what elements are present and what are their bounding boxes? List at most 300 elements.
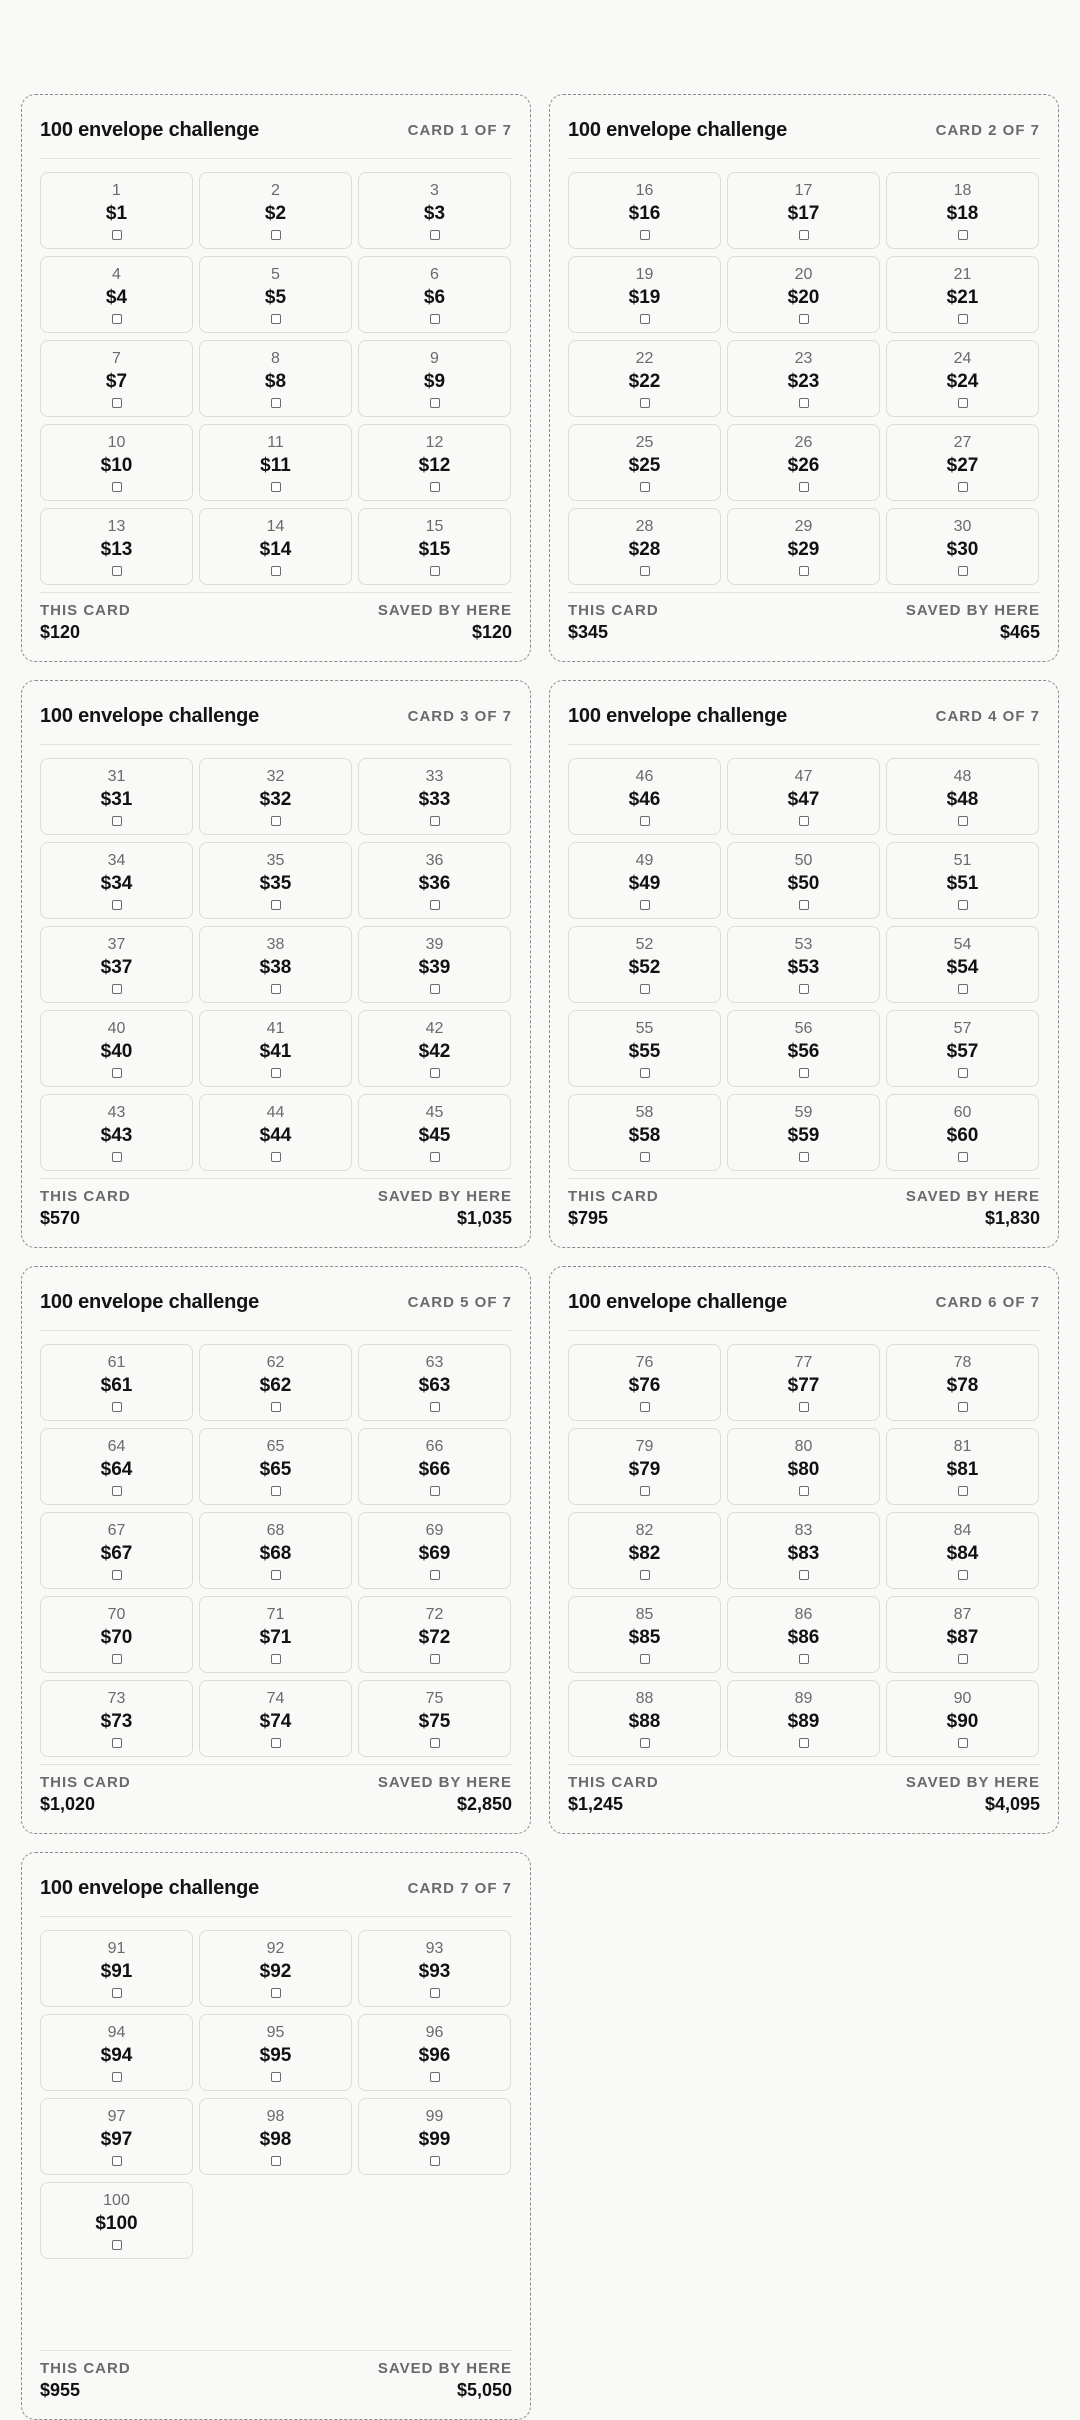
envelope-checkbox[interactable]	[430, 1486, 440, 1496]
envelope-checkbox[interactable]	[112, 2156, 122, 2166]
envelope-amount: $21	[946, 287, 979, 308]
envelope-tile[interactable]	[358, 1010, 511, 1087]
envelope-checkbox[interactable]	[640, 566, 650, 576]
envelope-number: 34	[107, 852, 126, 869]
envelope-tile[interactable]	[727, 508, 880, 585]
envelope-number: 86	[794, 1606, 813, 1623]
envelope-tile[interactable]	[40, 172, 193, 249]
envelope-tile[interactable]	[358, 2014, 511, 2091]
envelope-tile[interactable]	[568, 424, 721, 501]
envelope-tile[interactable]	[886, 508, 1039, 585]
saved-by-here-total	[378, 601, 512, 643]
envelope-tile[interactable]	[727, 424, 880, 501]
envelope-checkbox[interactable]	[640, 1486, 650, 1496]
envelope-number: 14	[266, 518, 285, 535]
envelope-number: 97	[107, 2108, 126, 2125]
envelope-tile[interactable]	[358, 1930, 511, 2007]
envelope-checkbox[interactable]	[271, 1654, 281, 1664]
envelope-tile[interactable]	[199, 2014, 352, 2091]
envelope-amount: $27	[946, 455, 979, 476]
envelope-amount: $2	[264, 203, 287, 224]
envelope-tile[interactable]	[568, 256, 721, 333]
envelope-checkbox[interactable]	[271, 900, 281, 910]
envelope-tile[interactable]	[40, 1344, 193, 1421]
envelope-checkbox[interactable]	[271, 1068, 281, 1078]
envelope-amount: $37	[100, 957, 133, 978]
envelope-checkbox[interactable]	[271, 1402, 281, 1412]
envelope-checkbox[interactable]	[799, 816, 809, 826]
envelope-number: 36	[425, 852, 444, 869]
envelope-checkbox[interactable]	[640, 1402, 650, 1412]
envelope-tile[interactable]	[568, 508, 721, 585]
envelope-checkbox[interactable]	[958, 1402, 968, 1412]
envelope-amount: $83	[787, 1543, 820, 1564]
envelope-tile[interactable]	[40, 1094, 193, 1171]
envelope-checkbox[interactable]	[271, 566, 281, 576]
envelope-tile[interactable]	[886, 758, 1039, 835]
envelope-checkbox[interactable]	[640, 1654, 650, 1664]
envelope-checkbox[interactable]	[430, 1152, 440, 1162]
envelope-checkbox[interactable]	[112, 1402, 122, 1412]
envelope-amount: $93	[418, 1961, 451, 1982]
envelope-tile[interactable]	[358, 1596, 511, 1673]
envelope-tile[interactable]	[358, 1680, 511, 1757]
card-index-label: CARD 5 OF 7	[407, 1293, 512, 1311]
envelope-tile[interactable]	[199, 1344, 352, 1421]
envelope-checkbox[interactable]	[799, 1654, 809, 1664]
envelope-amount: $10	[100, 455, 133, 476]
envelope-checkbox[interactable]	[640, 398, 650, 408]
envelope-number: 39	[425, 936, 444, 953]
saved-by-here-label: SAVED BY HERE	[377, 602, 512, 619]
envelope-tile[interactable]	[727, 1344, 880, 1421]
envelope-amount: $18	[946, 203, 979, 224]
envelope-tile[interactable]	[40, 2098, 193, 2175]
envelope-tile[interactable]	[199, 424, 352, 501]
envelope-amount: $66	[418, 1459, 451, 1480]
envelope-number: 18	[953, 182, 972, 199]
envelope-amount: $79	[628, 1459, 661, 1480]
envelope-amount: $36	[418, 873, 451, 894]
envelope-tile[interactable]	[727, 842, 880, 919]
envelope-checkbox[interactable]	[271, 984, 281, 994]
envelope-checkbox[interactable]	[112, 2240, 122, 2250]
envelope-card	[21, 680, 531, 1248]
envelope-tile[interactable]	[40, 1010, 193, 1087]
envelope-checkbox[interactable]	[640, 1738, 650, 1748]
envelope-tile[interactable]	[358, 1344, 511, 1421]
envelope-tile[interactable]	[727, 1596, 880, 1673]
envelope-checkbox[interactable]	[430, 566, 440, 576]
envelope-grid	[568, 1344, 1040, 1755]
envelope-tile[interactable]	[358, 256, 511, 333]
envelope-tile[interactable]	[199, 1596, 352, 1673]
envelope-checkbox[interactable]	[958, 1152, 968, 1162]
envelope-checkbox[interactable]	[430, 398, 440, 408]
envelope-tile[interactable]	[886, 424, 1039, 501]
envelope-tile[interactable]	[886, 1010, 1039, 1087]
envelope-amount: $31	[100, 789, 133, 810]
envelope-tile[interactable]	[568, 172, 721, 249]
envelope-checkbox[interactable]	[430, 816, 440, 826]
envelope-tile[interactable]	[358, 172, 511, 249]
envelope-tile[interactable]	[568, 1512, 721, 1589]
envelope-tile[interactable]	[40, 758, 193, 835]
envelope-checkbox[interactable]	[271, 2156, 281, 2166]
envelope-number: 35	[266, 852, 285, 869]
saved-by-here-value: $465	[999, 622, 1040, 642]
envelope-number: 91	[107, 1940, 126, 1957]
envelope-checkbox[interactable]	[958, 1486, 968, 1496]
this-card-total	[568, 1187, 659, 1229]
envelope-checkbox[interactable]	[640, 482, 650, 492]
envelope-tile[interactable]	[727, 1428, 880, 1505]
envelope-checkbox[interactable]	[958, 314, 968, 324]
envelope-tile[interactable]	[40, 1512, 193, 1589]
envelope-checkbox[interactable]	[112, 314, 122, 324]
envelope-tile[interactable]	[358, 1512, 511, 1589]
this-card-label: THIS CARD	[40, 2360, 131, 2377]
envelope-number: 16	[635, 182, 654, 199]
card-footer	[40, 592, 512, 643]
envelope-tile[interactable]	[40, 2014, 193, 2091]
card-footer	[40, 1764, 512, 1815]
envelope-checkbox[interactable]	[430, 2156, 440, 2166]
envelope-tile[interactable]	[199, 842, 352, 919]
envelope-tile[interactable]	[199, 1512, 352, 1589]
envelope-tile[interactable]	[568, 758, 721, 835]
envelope-number: 31	[107, 768, 126, 785]
envelope-amount: $80	[787, 1459, 820, 1480]
envelope-amount: $41	[259, 1041, 292, 1062]
envelope-checkbox[interactable]	[430, 984, 440, 994]
envelope-checkbox[interactable]	[799, 984, 809, 994]
envelope-tile[interactable]	[358, 1428, 511, 1505]
envelope-checkbox[interactable]	[430, 482, 440, 492]
envelope-checkbox[interactable]	[112, 1654, 122, 1664]
envelope-checkbox[interactable]	[271, 1152, 281, 1162]
envelope-tile[interactable]	[727, 340, 880, 417]
envelope-tile[interactable]	[886, 1680, 1039, 1757]
envelope-checkbox[interactable]	[640, 900, 650, 910]
envelope-checkbox[interactable]	[271, 2072, 281, 2082]
envelope-tile[interactable]	[40, 424, 193, 501]
envelope-tile[interactable]	[727, 172, 880, 249]
envelope-checkbox[interactable]	[799, 1068, 809, 1078]
envelope-tile[interactable]	[199, 1428, 352, 1505]
envelope-checkbox[interactable]	[112, 230, 122, 240]
envelope-checkbox[interactable]	[640, 1570, 650, 1580]
envelope-tile[interactable]	[727, 926, 880, 1003]
envelope-checkbox[interactable]	[799, 1402, 809, 1412]
envelope-checkbox[interactable]	[112, 1738, 122, 1748]
envelope-checkbox[interactable]	[958, 900, 968, 910]
envelope-tile[interactable]	[358, 758, 511, 835]
envelope-tile[interactable]	[199, 340, 352, 417]
envelope-number: 83	[794, 1522, 813, 1539]
envelope-checkbox[interactable]	[799, 900, 809, 910]
envelope-tile[interactable]	[199, 1094, 352, 1171]
envelope-checkbox[interactable]	[112, 398, 122, 408]
envelope-number: 40	[107, 1020, 126, 1037]
envelope-tile[interactable]	[568, 1680, 721, 1757]
envelope-number: 100	[103, 2192, 130, 2209]
card-header	[40, 1860, 512, 1917]
envelope-checkbox[interactable]	[271, 482, 281, 492]
envelope-checkbox[interactable]	[958, 482, 968, 492]
envelope-checkbox[interactable]	[958, 230, 968, 240]
envelope-checkbox[interactable]	[958, 398, 968, 408]
envelope-checkbox[interactable]	[430, 230, 440, 240]
envelope-checkbox[interactable]	[271, 1486, 281, 1496]
card-index-label: CARD 2 OF 7	[935, 121, 1040, 139]
envelope-checkbox[interactable]	[430, 1570, 440, 1580]
envelope-number: 6	[430, 266, 439, 283]
envelope-tile[interactable]	[886, 842, 1039, 919]
envelope-number: 61	[107, 1354, 126, 1371]
envelope-checkbox[interactable]	[430, 1068, 440, 1078]
envelope-number: 96	[425, 2024, 444, 2041]
envelope-checkbox[interactable]	[271, 398, 281, 408]
envelope-tile[interactable]	[199, 1680, 352, 1757]
envelope-tile[interactable]	[727, 1010, 880, 1087]
envelope-amount: $47	[787, 789, 820, 810]
envelope-number: 59	[794, 1104, 813, 1121]
envelope-checkbox[interactable]	[430, 1988, 440, 1998]
envelope-amount: $60	[946, 1125, 979, 1146]
envelope-checkbox[interactable]	[640, 1152, 650, 1162]
envelope-checkbox[interactable]	[799, 314, 809, 324]
envelope-amount: $43	[100, 1125, 133, 1146]
envelope-checkbox[interactable]	[799, 1486, 809, 1496]
envelope-tile[interactable]	[40, 1596, 193, 1673]
envelope-checkbox[interactable]	[958, 1570, 968, 1580]
envelope-amount: $71	[259, 1627, 292, 1648]
envelope-tile[interactable]	[727, 1680, 880, 1757]
envelope-amount: $98	[259, 2129, 292, 2150]
envelope-number: 66	[425, 1438, 444, 1455]
envelope-checkbox[interactable]	[430, 1654, 440, 1664]
envelope-tile[interactable]	[886, 1094, 1039, 1171]
envelope-checkbox[interactable]	[640, 230, 650, 240]
envelope-number: 63	[425, 1354, 444, 1371]
envelope-checkbox[interactable]	[799, 1738, 809, 1748]
envelope-number: 11	[267, 434, 284, 451]
envelope-tile[interactable]	[40, 508, 193, 585]
envelope-tile[interactable]	[199, 758, 352, 835]
envelope-number: 80	[794, 1438, 813, 1455]
envelope-checkbox[interactable]	[958, 984, 968, 994]
saved-by-here-value: $1,035	[456, 1208, 512, 1228]
envelope-checkbox[interactable]	[640, 314, 650, 324]
envelope-checkbox[interactable]	[112, 482, 122, 492]
envelope-checkbox[interactable]	[271, 1570, 281, 1580]
envelope-checkbox[interactable]	[799, 230, 809, 240]
envelope-checkbox[interactable]	[112, 1486, 122, 1496]
envelope-checkbox[interactable]	[112, 900, 122, 910]
envelope-number: 95	[266, 2024, 285, 2041]
envelope-tile[interactable]	[40, 340, 193, 417]
envelope-card	[21, 1852, 531, 2420]
envelope-checkbox[interactable]	[430, 2072, 440, 2082]
card-footer	[568, 1764, 1040, 1815]
envelope-checkbox[interactable]	[271, 816, 281, 826]
envelope-checkbox[interactable]	[430, 1738, 440, 1748]
envelope-amount: $52	[628, 957, 661, 978]
envelope-tile[interactable]	[40, 842, 193, 919]
envelope-checkbox[interactable]	[271, 1738, 281, 1748]
envelope-tile[interactable]	[199, 1930, 352, 2007]
envelope-checkbox[interactable]	[430, 900, 440, 910]
envelope-number: 12	[425, 434, 444, 451]
envelope-tile[interactable]	[199, 172, 352, 249]
envelope-tile[interactable]	[727, 256, 880, 333]
envelope-tile[interactable]	[358, 424, 511, 501]
envelope-tile[interactable]	[199, 926, 352, 1003]
envelope-checkbox[interactable]	[112, 1068, 122, 1078]
envelope-tile[interactable]	[358, 508, 511, 585]
envelope-number: 58	[635, 1104, 654, 1121]
card-header	[40, 102, 512, 159]
envelope-number: 87	[953, 1606, 972, 1623]
envelope-checkbox[interactable]	[271, 230, 281, 240]
envelope-checkbox[interactable]	[799, 1570, 809, 1580]
envelope-tile[interactable]	[886, 926, 1039, 1003]
envelope-tile[interactable]	[568, 1094, 721, 1171]
envelope-tile[interactable]	[358, 1094, 511, 1171]
envelope-checkbox[interactable]	[112, 1570, 122, 1580]
envelope-amount: $40	[100, 1041, 133, 1062]
envelope-checkbox[interactable]	[112, 2072, 122, 2082]
envelope-tile[interactable]	[568, 1344, 721, 1421]
envelope-tile[interactable]	[358, 340, 511, 417]
envelope-tile[interactable]	[40, 1428, 193, 1505]
envelope-checkbox[interactable]	[799, 1152, 809, 1162]
envelope-number: 51	[953, 852, 972, 869]
envelope-checkbox[interactable]	[640, 984, 650, 994]
envelope-amount: $13	[100, 539, 133, 560]
envelope-tile[interactable]	[886, 340, 1039, 417]
envelope-number: 30	[953, 518, 972, 535]
envelope-tile[interactable]	[568, 340, 721, 417]
envelope-tile[interactable]	[727, 1512, 880, 1589]
envelope-amount: $6	[423, 287, 446, 308]
saved-by-here-label: SAVED BY HERE	[905, 1188, 1040, 1205]
envelope-tile[interactable]	[40, 256, 193, 333]
card-header	[568, 102, 1040, 159]
envelope-checkbox[interactable]	[799, 482, 809, 492]
card-footer	[40, 1178, 512, 1229]
envelope-tile[interactable]	[568, 842, 721, 919]
this-card-total	[40, 1773, 131, 1815]
envelope-tile[interactable]	[199, 2098, 352, 2175]
envelope-checkbox[interactable]	[640, 1068, 650, 1078]
envelope-number: 78	[953, 1354, 972, 1371]
envelope-tile[interactable]	[40, 926, 193, 1003]
saved-by-here-total	[906, 601, 1040, 643]
envelope-tile[interactable]	[727, 758, 880, 835]
envelope-amount: $46	[628, 789, 661, 810]
envelope-number: 60	[953, 1104, 972, 1121]
envelope-amount: $86	[787, 1627, 820, 1648]
envelope-tile[interactable]	[358, 842, 511, 919]
envelope-number: 19	[635, 266, 654, 283]
envelope-amount: $77	[787, 1375, 820, 1396]
envelope-checkbox[interactable]	[958, 1738, 968, 1748]
envelope-amount: $30	[946, 539, 979, 560]
envelope-number: 23	[794, 350, 813, 367]
envelope-checkbox[interactable]	[958, 566, 968, 576]
card-title: 100 envelope challenge	[40, 704, 260, 727]
envelope-checkbox[interactable]	[958, 816, 968, 826]
envelope-checkbox[interactable]	[112, 984, 122, 994]
envelope-tile[interactable]	[568, 1596, 721, 1673]
envelope-checkbox[interactable]	[112, 1988, 122, 1998]
envelope-tile[interactable]	[886, 256, 1039, 333]
envelope-number: 10	[107, 434, 126, 451]
envelope-tile[interactable]	[199, 1010, 352, 1087]
envelope-checkbox[interactable]	[430, 1402, 440, 1412]
envelope-checkbox[interactable]	[958, 1068, 968, 1078]
envelope-amount: $56	[787, 1041, 820, 1062]
envelope-number: 68	[266, 1522, 285, 1539]
envelope-checkbox[interactable]	[271, 314, 281, 324]
envelope-tile[interactable]	[358, 2098, 511, 2175]
envelope-checkbox[interactable]	[430, 314, 440, 324]
envelope-checkbox[interactable]	[799, 566, 809, 576]
envelope-tile[interactable]	[886, 1428, 1039, 1505]
envelope-tile[interactable]	[568, 1010, 721, 1087]
envelope-checkbox[interactable]	[112, 1152, 122, 1162]
envelope-tile[interactable]	[199, 508, 352, 585]
envelope-tile[interactable]	[40, 1680, 193, 1757]
card-index-label: CARD 4 OF 7	[935, 707, 1040, 725]
envelope-grid	[40, 172, 512, 583]
envelope-checkbox[interactable]	[112, 566, 122, 576]
saved-by-here-total	[378, 1773, 512, 1815]
saved-by-here-total	[378, 1187, 512, 1229]
saved-by-here-total	[906, 1187, 1040, 1229]
saved-by-here-value: $2,850	[456, 1794, 512, 1814]
card-title: 100 envelope challenge	[40, 118, 260, 141]
card-index-label: CARD 1 OF 7	[407, 121, 512, 139]
envelope-amount: $58	[628, 1125, 661, 1146]
envelope-tile[interactable]	[40, 2182, 193, 2259]
envelope-checkbox[interactable]	[799, 398, 809, 408]
this-card-label: THIS CARD	[40, 1188, 131, 1205]
envelope-checkbox[interactable]	[958, 1654, 968, 1664]
envelope-tile[interactable]	[358, 926, 511, 1003]
envelope-checkbox[interactable]	[271, 1988, 281, 1998]
envelope-amount: $68	[259, 1543, 292, 1564]
envelope-tile[interactable]	[199, 256, 352, 333]
envelope-tile[interactable]	[886, 1512, 1039, 1589]
envelope-tile[interactable]	[727, 1094, 880, 1171]
envelope-checkbox[interactable]	[640, 816, 650, 826]
envelope-number: 79	[635, 1438, 654, 1455]
envelope-number: 92	[266, 1940, 285, 1957]
envelope-tile[interactable]	[886, 1344, 1039, 1421]
envelope-tile[interactable]	[886, 1596, 1039, 1673]
envelope-number: 43	[107, 1104, 126, 1121]
envelope-tile[interactable]	[40, 1930, 193, 2007]
envelope-tile[interactable]	[886, 172, 1039, 249]
envelope-checkbox[interactable]	[112, 816, 122, 826]
envelope-grid	[568, 758, 1040, 1169]
envelope-tile[interactable]	[568, 926, 721, 1003]
envelope-amount: $82	[628, 1543, 661, 1564]
envelope-tile[interactable]	[568, 1428, 721, 1505]
